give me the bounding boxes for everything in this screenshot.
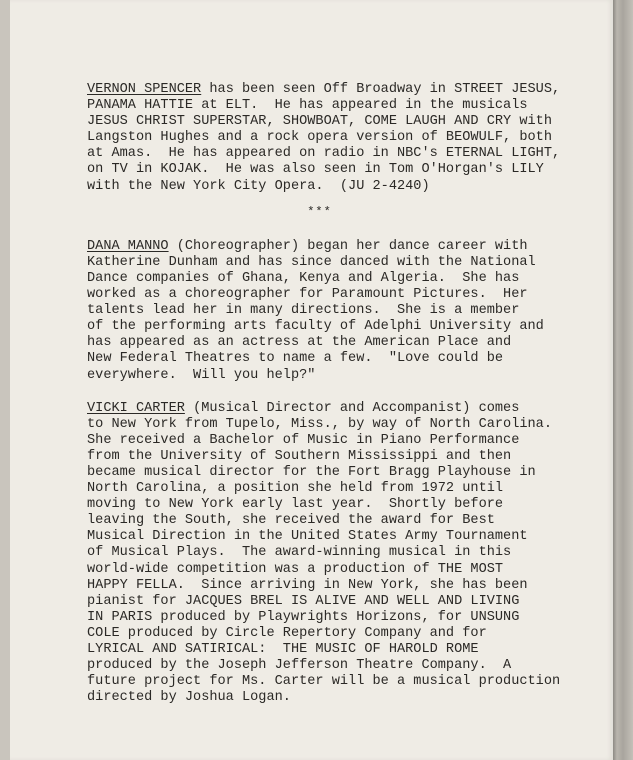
text-line: COLE produced by Circle Repertory Company and for (87, 625, 487, 641)
text-line: pianist for JACQUES BREL IS ALIVE AND WELL AND LIVING (87, 593, 520, 609)
first-line-text: (Musical Director and Accompanist) comes (184, 400, 520, 416)
text-line: produced by the Joseph Jefferson Theatre Company. A (87, 658, 512, 674)
first-line-text: (Choreographer) began her dance career with (168, 238, 528, 254)
paragraph-gap (87, 384, 607, 401)
text-line: of Musical Plays. The award-winning musical in this (87, 545, 512, 561)
text-line: worked as a choreographer for Paramount Pictures. Her (87, 287, 528, 303)
text-line: moving to New York early last year. Shortly before (87, 497, 504, 513)
first-line-text: has been seen Off Broadway in STREET JESUS, (201, 82, 561, 97)
paragraph-first-line (87, 401, 607, 417)
bio-paragraph-vernon-spencer (87, 82, 607, 195)
text-line: Langston Hughes and a rock opera version of BEOWULF, both (87, 130, 552, 146)
text-line: HAPPY FELLA. Since arriving in New York, she has been (87, 577, 528, 593)
text-line: PANAMA HATTIE at ELT. He has appeared in the musicals (87, 98, 528, 114)
text-line: to New York from Tupelo, Miss., by way of North Carolina. (87, 416, 552, 432)
bio-name: VICKI CARTER (87, 400, 185, 416)
text-line: IN PARIS produced by Playwrights Horizons, for UNSUNG (87, 609, 520, 625)
document-page (10, 0, 613, 760)
bio-name: DANA MANNO (87, 238, 169, 254)
text-line: with the New York City Opera. (JU 2-4240) (87, 178, 430, 194)
text-line: of the performing arts faculty of Adelphi University and (87, 319, 544, 335)
text-line: directed by Joshua Logan. (87, 690, 291, 706)
text-line: leaving the South, she received the award for Best (87, 513, 495, 529)
bio-paragraph-vicki-carter (87, 401, 607, 707)
text-line: everywhere. Will you help?" (87, 367, 316, 383)
text-line: New Federal Theatres to name a few. "Love could be (87, 351, 504, 367)
text-line: became musical director for the Fort Bragg Playhouse in (87, 464, 536, 480)
text-line: at Amas. He has appeared on radio in NBC's ETERNAL LIGHT, (87, 146, 561, 162)
paragraph-first-line (87, 82, 607, 98)
bio-text-block (87, 82, 607, 706)
text-line: talents lead her in many directions. She is a member (87, 303, 520, 319)
text-line: LYRICAL AND SATIRICAL: THE MUSIC OF HAROLD ROME (87, 642, 479, 657)
binding-spine (613, 0, 633, 760)
text-line: She received a Bachelor of Music in Piano Performance (87, 432, 520, 448)
section-separator: *** (307, 204, 332, 219)
text-line: Musical Direction in the United States Army Tournament (87, 529, 528, 545)
paragraph-first-line (87, 239, 607, 255)
text-line: JESUS CHRIST SUPERSTAR, SHOWBOAT, COME LAUGH AND CRY with (87, 114, 552, 130)
text-line: North Carolina, a position she held from 1972 until (87, 481, 504, 497)
text-line: future project for Ms. Carter will be a musical production (87, 674, 561, 690)
bio-name: VERNON SPENCER (87, 82, 202, 97)
text-line: world-wide competition was a production of THE MOST (87, 561, 504, 577)
text-line: Dance companies of Ghana, Kenya and Algeria. She has (87, 270, 520, 286)
text-line: has appeared as an actress at the American Place and (87, 335, 512, 351)
bio-paragraph-dana-manno (87, 239, 607, 384)
text-line: Katherine Dunham and has since danced with the National (87, 254, 536, 270)
text-line: on TV in KOJAK. He was also seen in Tom O'Horgan's LILY (87, 162, 544, 178)
text-line: from the University of Southern Mississippi and then (87, 448, 512, 464)
